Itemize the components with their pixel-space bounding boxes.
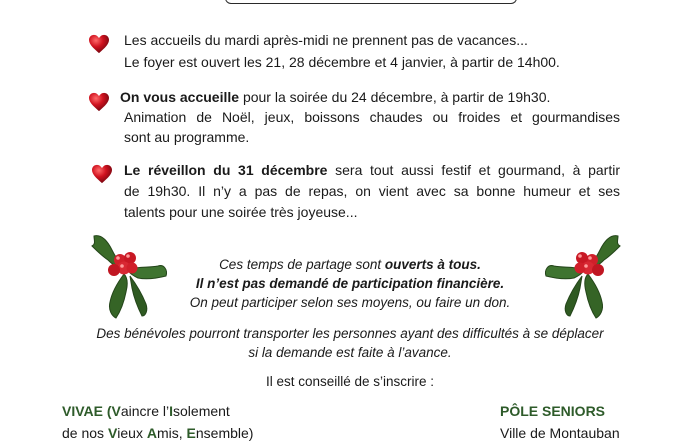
- item-text: pour la soirée du 24 décembre, à partir de 19h30.: [239, 89, 551, 105]
- partage-line-1: [0, 255, 700, 274]
- vivae-initial: I: [169, 403, 174, 419]
- item-line: talents pour une soirée très joyeuse...: [124, 204, 358, 220]
- item-text: sera tout aussi festif et gourmand, à partir: [327, 162, 620, 178]
- item-bold: On vous accueille: [120, 89, 240, 105]
- benevoles-line-2: si la demande est faite à l’avance.: [248, 345, 452, 360]
- vivae-initial: V: [107, 425, 118, 441]
- item-line: [124, 160, 620, 180]
- vivae-text: solement: [173, 403, 230, 419]
- vivae-text: mis,: [156, 425, 187, 441]
- item-line: Le foyer est ouvert les 21, 28 décembre et 4 janvier, à partir de 14h00.: [124, 54, 560, 70]
- partage-line-3: On peut participer selon ses moyens, ou faire un don.: [189, 295, 511, 310]
- partage-text: Ces temps de partage sont: [219, 257, 385, 272]
- heart-icon: [91, 164, 113, 184]
- benevoles-line-1: Des bénévoles pourront transporter les personnes ayant des difficultés à se déplacer: [96, 326, 604, 341]
- vivae-text: de nos: [62, 425, 108, 441]
- item-line: de 19h30. Il n’y a pas de repas, on vient avec sa bonne humeur et ses: [124, 183, 620, 199]
- vivae-text: ieux: [117, 425, 147, 441]
- item-line: [120, 87, 550, 107]
- partage-bold: ouverts à tous.: [384, 257, 481, 272]
- vivae-contact: [62, 400, 253, 444]
- item-line: Les accueils du mardi après-midi ne prennent pas de vacances...: [124, 32, 528, 48]
- vivae-initial: A: [146, 425, 157, 441]
- pole-title: PÔLE SENIORS: [500, 403, 606, 419]
- heart-icon: [88, 34, 110, 54]
- item-line: sont au programme.: [124, 129, 250, 145]
- item-line: Animation de Noël, jeux, boissons chaudes ou froides et gourmandises: [124, 109, 620, 125]
- vivae-initial: E: [186, 425, 196, 441]
- pole-subtitle: Ville de Montauban: [500, 425, 620, 441]
- vivae-line-1: [62, 400, 253, 422]
- heart-icon: [88, 92, 110, 112]
- pole-seniors-contact: [500, 400, 620, 444]
- vivae-initial: V: [111, 403, 121, 419]
- inscription-text: Il est conseillé de s’inscrire :: [265, 374, 435, 389]
- item-bold: Le réveillon du 31 décembre: [124, 162, 328, 178]
- top-banner-clipped: [225, 0, 517, 4]
- vivae-text: VIVAE (: [62, 403, 112, 419]
- vivae-text: aincre l’: [120, 403, 170, 419]
- vivae-text: nsemble): [195, 425, 254, 441]
- partage-line-2: Il n’est pas demandé de participation financière.: [195, 276, 505, 291]
